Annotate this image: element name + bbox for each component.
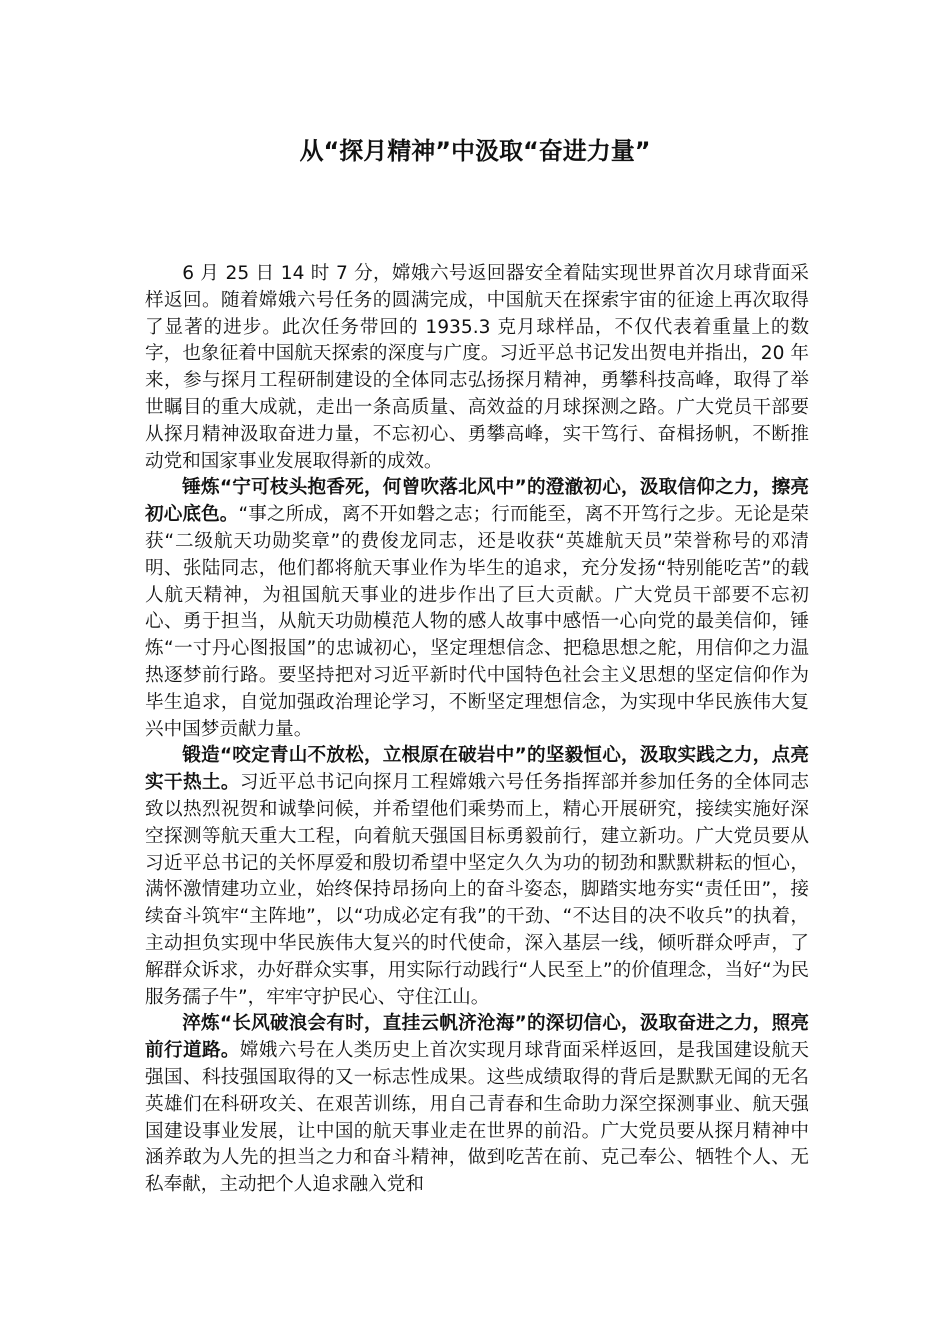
paragraph-lead: 锤炼“宁可枝头抱香死，何曾吹落北风中”的澄澈初心，汲取信仰之力，擦亮初心底色。: [145, 477, 809, 526]
paragraph-practice: [145, 743, 809, 1011]
document-title: 从“探月精神”中汲取“奋进力量”: [299, 137, 651, 165]
paragraph-text: “事之所成，离不开如磐之志；行而能至，离不开笃行之步。无论是荣获“二级航天功勋奖章”的费俊龙同志，还是收获“英雄航天员”荣誉称号的邓清明、张陆同志，他们都将航天事业作为毕生的追求，充分发扬“特别能吃苦”的载人航天精神，为祖国航天事业的进步作出了巨大贡献。广大党员干部要不忘初心、勇于担当，从航天功勋模范人物的感人故事中感悟一心向党的最美信仰，锤炼“一寸丹心图报国”的忠诚初心，坚定理想信念、把稳思想之舵，用信仰之力温热逐梦前行路。要坚持把对习近平新时代中国特色社会主义思想的坚定信仰作为毕生追求，自觉加强政治理论学习，不断坚定理想信念，为实现中华民族伟大复兴中国梦贡献力量。: [145, 504, 809, 740]
paragraph-text: 6 月 25 日 14 时 7 分，嫦娥六号返回器安全着陆实现世界首次月球背面采样返回。随着嫦娥六号任务的圆满完成，中国航天在探索宇宙的征途上再次取得了显著的进步。此次任务带回的 1935.3 克月球样品，不仅代表着重量上的数字，也象征着中国航天探索的深度与广度。习近平总书记发出贺电并指出，20 年来，参与探月工程研制建设的全体同志弘扬探月精神，勇攀科技高峰，取得了举世瞩目的重大成就，走出一条高质量、高效益的月球探测之路。广大党员干部要从探月精神汲取奋进力量，不忘初心、勇攀高峰，实干笃行、奋楫扬帆，不断推动党和国家事业发展取得新的成效。: [145, 263, 809, 472]
paragraph-intro: [145, 261, 809, 475]
document-body: [145, 261, 809, 1199]
paragraph-text: 嫦娥六号在人类历史上首次实现月球背面采样返回，是我国建设航天强国、科技强国取得的又一标志性成果。这些成绩取得的背后是默默无闻的无名英雄们在科研攻关、在艰苦训练，用自己青春和生命助力深空探测事业、航天强国建设事业发展，让中国的航天事业走在世界的前沿。广大党员要从探月精神中涵养敢为人先的担当之力和奋斗精神，做到吃苦在前、克己奉公、牺牲个人、无私奉献，主动把个人追求融入党和: [145, 1040, 809, 1196]
paragraph-progress: [145, 1011, 809, 1199]
paragraph-lead: 锻造“咬定青山不放松，立根原在破岩中”的坚毅恒心，汲取实践之力，点亮实干热土。: [145, 745, 809, 794]
paragraph-faith: [145, 475, 809, 743]
paragraph-text: 习近平总书记向探月工程嫦娥六号任务指挥部并参加任务的全体同志致以热烈祝贺和诚挚问候，并希望他们乘势而上，精心开展研究，接续实施好深空探测等航天重大工程，向着航天强国目标勇毅前行，建立新功。广大党员要从习近平总书记的关怀厚爱和殷切希望中坚定久久为功的韧劲和默默耕耘的恒心，满怀激情建功立业，始终保持昂扬向上的奋斗姿态，脚踏实地夯实“责任田”，接续奋斗筑牢“主阵地”，以“功成必定有我”的干劲、“不达目的决不收兵”的执着，主动担负实现中华民族伟大复兴的时代使命，深入基层一线，倾听群众呼声，了解群众诉求，办好群众实事，用实际行动践行“人民至上”的价值理念，当好“为民服务孺子牛”，牢牢守护民心、守住江山。: [145, 772, 809, 1008]
paragraph-lead: 淬炼“长风破浪会有时，直挂云帆济沧海”的深切信心，汲取奋进之力，照亮前行道路。: [145, 1013, 809, 1062]
